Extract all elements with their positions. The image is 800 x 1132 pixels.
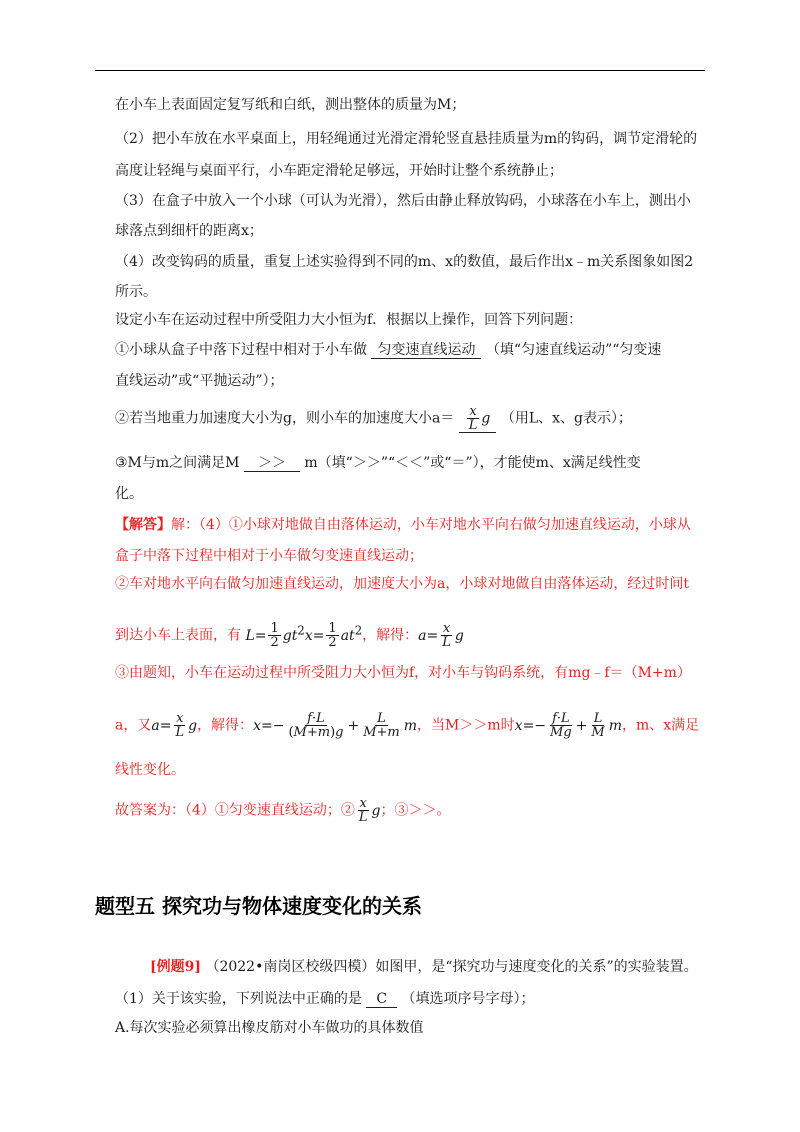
ex-q1-answer: C [366, 991, 397, 1008]
solution-text: 解：（4）①小球对地做自由落体运动，小车对地水平向右做匀加速直线运动，小球从 [171, 517, 691, 533]
answer-prefix: 故答案为：（4）①匀变速直线运动；② [115, 802, 355, 819]
text-line: （4）改变钩码的质量，重复上述实验得到不同的m、x的数值，最后作出x﹣m关系图象如图2 [115, 254, 694, 270]
q1-suffix: （填“匀速直线运动”“匀变速 [485, 342, 662, 358]
text-line: （3）在盒子中放入一个小球（可认为光滑），然后由静止释放钩码，小球落在小车上，测出小 [115, 193, 691, 209]
ex-q1-suffix: （填选项序号字母）； [401, 991, 535, 1007]
question-1 [115, 340, 661, 360]
s6-prefix: a，又 [115, 717, 152, 734]
q3-suffix: m（填“＞＞”“＜＜”或“＝”），才能使m、x满足线性变 [304, 455, 641, 471]
s6-when: ，当M＞＞m时 [417, 717, 515, 734]
text-line: 球落点到细杆的距离x； [115, 223, 263, 239]
q3-answer: ＞＞ [244, 455, 300, 472]
header-rule [95, 70, 705, 71]
answer-formula: $\frac{x}{L}$ g [358, 796, 381, 825]
x-m-formula: x=− $\frac{f\cdot L}{(M+m)g}$ + $\frac{L}{M+m}$ m [253, 711, 418, 740]
s6-mid: ，解得： [197, 717, 254, 734]
s4-mid: ，解得： [362, 627, 419, 644]
solution-line: 线性变化。 [115, 762, 185, 778]
text-line: 高度让轻绳与桌面平行，小车距定滑轮足够远，开始时让整个系统静止； [115, 163, 563, 179]
ex-q1-prefix: （1）关于该实验，下列说法中正确的是 [115, 991, 362, 1007]
question-3 [115, 453, 641, 473]
example-question-1 [115, 989, 535, 1009]
text-line: 设定小车在运动过程中所受阻力大小恒为f．根据以上操作，回答下列问题： [115, 312, 583, 328]
text-line: 所示。 [115, 284, 157, 300]
acceleration-formula: a= $\frac{x}{L}$ g [418, 621, 464, 651]
x-m-approx-formula: x=− $\frac{f\cdot L}{Mg}$ + $\frac{L}{M}$ m [514, 711, 622, 740]
text-line: 化。 [115, 486, 143, 502]
answer-line [115, 797, 451, 824]
s4-prefix: 到达小车上表面，有 [115, 627, 241, 644]
text-line: 在小车上表面固定复写纸和白纸，测出整体的质量为M； [115, 97, 466, 113]
solution-line: 盒子中落下过程中相对于小车做匀变速直线运动； [115, 548, 423, 564]
solution-formula-line [115, 620, 464, 649]
option-a: A.每次实验必须算出橡皮筋对小车做功的具体数值 [115, 1020, 424, 1036]
answer-suffix: ；③＞＞。 [380, 802, 451, 819]
q2-answer-formula: $\frac{x}{L}$ g [459, 405, 497, 433]
example-line [150, 957, 698, 977]
s6-suffix: ，m、x满足 [622, 717, 700, 734]
example-text: （2022•南岗区校级四模）如图甲，是“探究功与速度变化的关系”的实验装置。 [205, 959, 698, 975]
solution-formula-line [115, 712, 699, 739]
q1-answer: 匀变速直线运动 [371, 342, 481, 359]
section-heading: 题型五 探究功与物体速度变化的关系 [95, 894, 422, 918]
solution-line [115, 515, 691, 535]
q2-suffix: （用L、x、g表示）； [500, 410, 632, 427]
solution-line: ②车对地水平向右做匀加速直线运动，加速度大小为a，小球对地做自由落体运动，经过时间t [115, 576, 689, 592]
q2-prefix: ②若当地重力加速度大小为g，则小车的加速度大小a＝ [115, 410, 455, 427]
text-line: 直线运动”或“平抛运动”）； [115, 373, 284, 389]
acceleration-formula: a= $\frac{x}{L}$ g [151, 711, 198, 740]
question-2 [115, 405, 632, 433]
text-line: （2）把小车放在水平桌面上，用轻绳通过光滑定滑轮竖直悬挂质量为m的钩码，调节定滑轮的 [115, 131, 698, 147]
kinematics-formula: L= $\frac{1}{2}$ $gt^2x=$ $\frac{1}{2}$ $at^2$ [245, 621, 363, 651]
q1-prefix: ①小球从盒子中落下过程中相对于小车做 [115, 342, 367, 358]
solution-label: 【解答】 [115, 517, 171, 533]
example-label: [例题9] [150, 959, 201, 975]
q3-prefix: ③M与m之间满足M [115, 455, 240, 471]
solution-line: ③由题知，小车在运动过程中所受阻力大小恒为f，对小车与钩码系统，有mg﹣f＝（M+m） [115, 665, 691, 681]
